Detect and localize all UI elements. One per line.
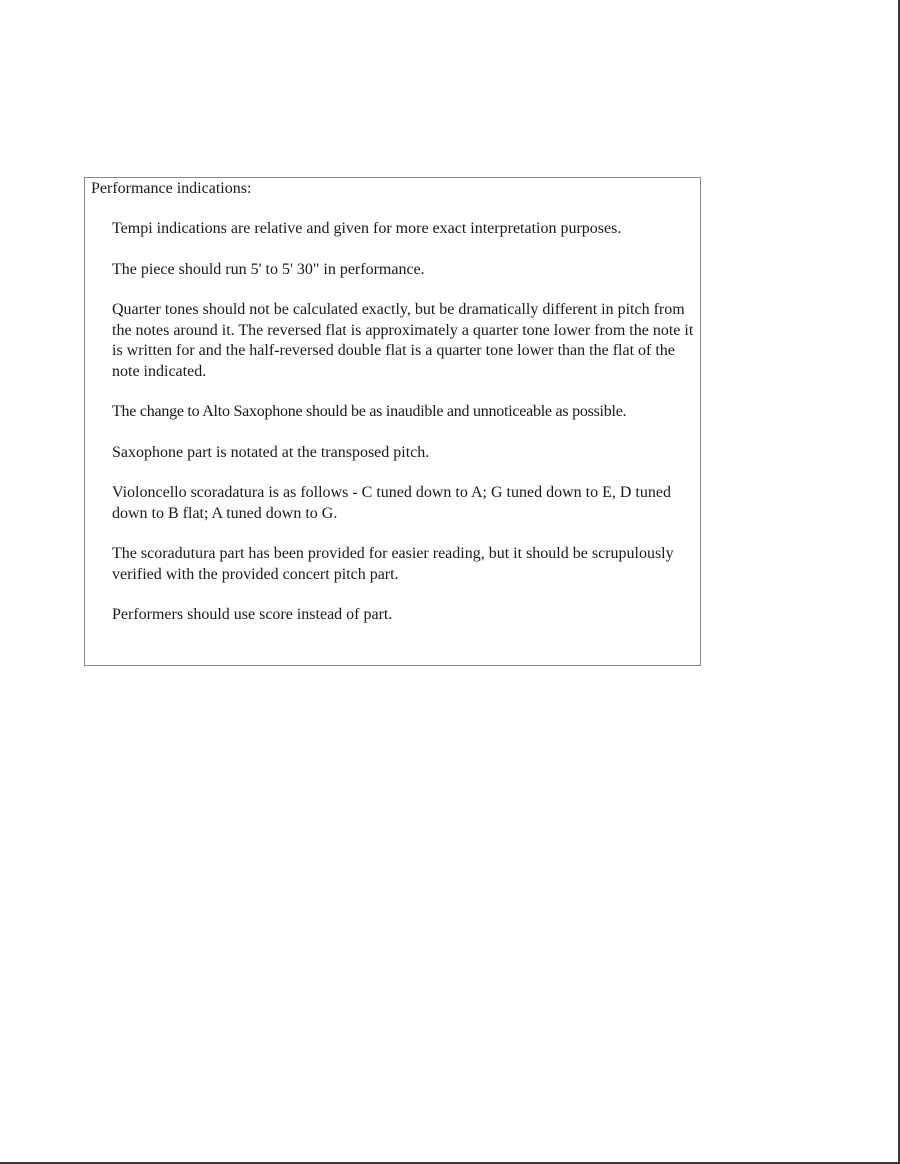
note-tempi: Tempi indications are relative and given for more exact interpretation purposes. — [112, 220, 622, 237]
note-use-score: Performers should use score instead of part. — [112, 606, 393, 623]
note-duration: The piece should run 5' to 5' 30" in performance. — [112, 260, 425, 278]
note-saxophone-transposition: Saxophone part is notated at the transposed pitch. — [112, 443, 430, 461]
note-scordatura-part: The scoradutura part has been provided for easier reading, but it should be scrupulously verified with the provided concert pitch part. — [112, 545, 674, 583]
performance-indications-box — [84, 177, 701, 666]
performance-notes-list — [112, 219, 702, 646]
section-heading: Performance indications: — [91, 180, 252, 197]
note-alto-saxophone-change: The change to Alto Saxophone should be as inaudible and unnoticeable as possible. — [112, 403, 627, 420]
note-violoncello-scordatura: Violoncello scoradatura is as follows - C tuned down to A; G tuned down to E, D tuned down to B flat; A tuned down to G. — [112, 484, 671, 522]
note-quarter-tones: Quarter tones should not be calculated exactly, but be dramatically different in pitch from the notes around it. The reversed flat is approximately a quarter tone lower from the note it is written for and the half-reversed double flat is a quarter tone lower than the flat of the note indicated. — [112, 301, 694, 380]
